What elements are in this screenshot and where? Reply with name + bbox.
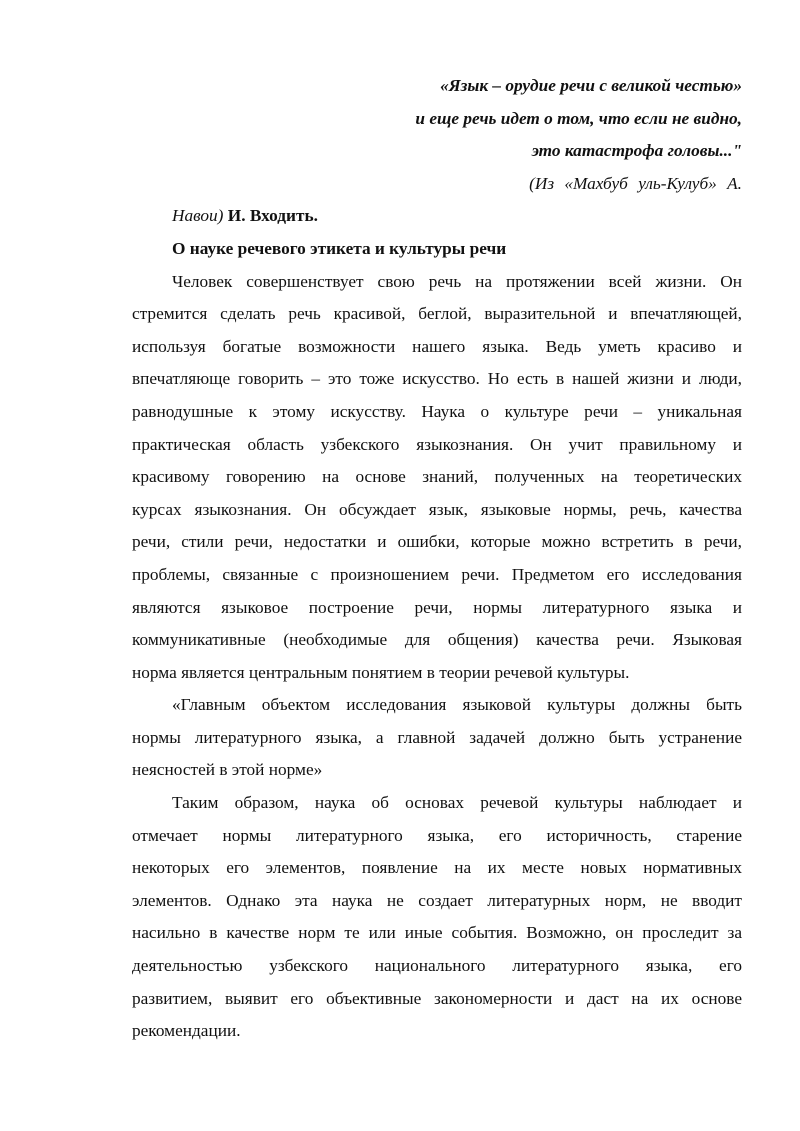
paragraph-line: красивому говорению на основе знаний, полученных на теоретических bbox=[132, 467, 742, 487]
paragraph-line: коммуникативные (необходимые для общения) качества речи. Языковая bbox=[132, 630, 742, 650]
epigraph-source: (Из «Махбуб уль-Кулуб» А. bbox=[529, 173, 742, 193]
source-and-section-line bbox=[132, 200, 742, 233]
paragraph-line: впечатляюще говорить – это тоже искусство. Но есть в нашей жизни и люди, bbox=[132, 369, 742, 389]
epigraph-line: и еще речь идет о том, что если не видно, bbox=[415, 108, 742, 128]
epigraph-source-author: Навои) bbox=[172, 206, 224, 226]
paragraph-line: речи, стили речи, недостатки и ошибки, которые можно встретить в речи, bbox=[132, 532, 742, 552]
paragraph-line: Таким образом, наука об основах речевой культуры наблюдает и bbox=[172, 793, 742, 813]
text-column bbox=[132, 70, 742, 1048]
paragraph-line: являются языковое построение речи, нормы литературного языка и bbox=[132, 597, 742, 617]
paragraph-line: практическая область узбекского языкознания. Он учит правильному и bbox=[132, 434, 742, 454]
epigraph-line: «Язык – орудие речи с великой честью» bbox=[440, 76, 742, 95]
section-label: И. Входить. bbox=[223, 206, 318, 226]
paragraph-line: отмечает нормы литературного языка, его историчность, старение bbox=[132, 825, 742, 845]
paragraph-line: насильно в качестве норм те или иные события. Возможно, он проследит за bbox=[132, 923, 742, 943]
paragraph-line: деятельностью узбекского национального литературного языка, его bbox=[132, 956, 742, 976]
paragraph-line: рекомендации. bbox=[132, 1021, 241, 1041]
paragraph-line: используя богатые возможности нашего языка. Ведь уметь красиво и bbox=[132, 336, 742, 356]
paragraph-line: курсах языкознания. Он обсуждает язык, языковые нормы, речь, качества bbox=[132, 499, 742, 519]
paragraph-line: равнодушные к этому искусству. Наука о культуре речи – уникальная bbox=[132, 401, 742, 421]
paragraph-line: проблемы, связанные с произношением речи. Предметом его исследования bbox=[132, 564, 742, 584]
paragraph-line: стремится сделать речь красивой, беглой, выразительной и впечатляющей, bbox=[132, 304, 742, 324]
paragraph-line: нормы литературного языка, а главной задачей должно быть устранение bbox=[132, 727, 742, 747]
paragraph-line: Человек совершенствует свою речь на протяжении всей жизни. Он bbox=[172, 271, 742, 291]
paragraph-line: «Главным объектом исследования языковой культуры должны быть bbox=[172, 695, 742, 715]
paragraph-line: элементов. Однако эта наука не создает литературных норм, не вводит bbox=[132, 890, 742, 910]
paragraph-line: некоторых его элементов, появление на их месте новых нормативных bbox=[132, 858, 742, 878]
epigraph-line: это катастрофа головы..." bbox=[531, 141, 742, 161]
paragraph-line: неясностей в этой норме» bbox=[132, 760, 323, 780]
section-subheading: О науке речевого этикета и культуры речи bbox=[172, 238, 507, 258]
paragraph-line: развитием, выявит его объективные закономерности и даст на их основе bbox=[132, 988, 742, 1008]
paragraph-line: норма является центральным понятием в теории речевой культуры. bbox=[132, 662, 630, 682]
